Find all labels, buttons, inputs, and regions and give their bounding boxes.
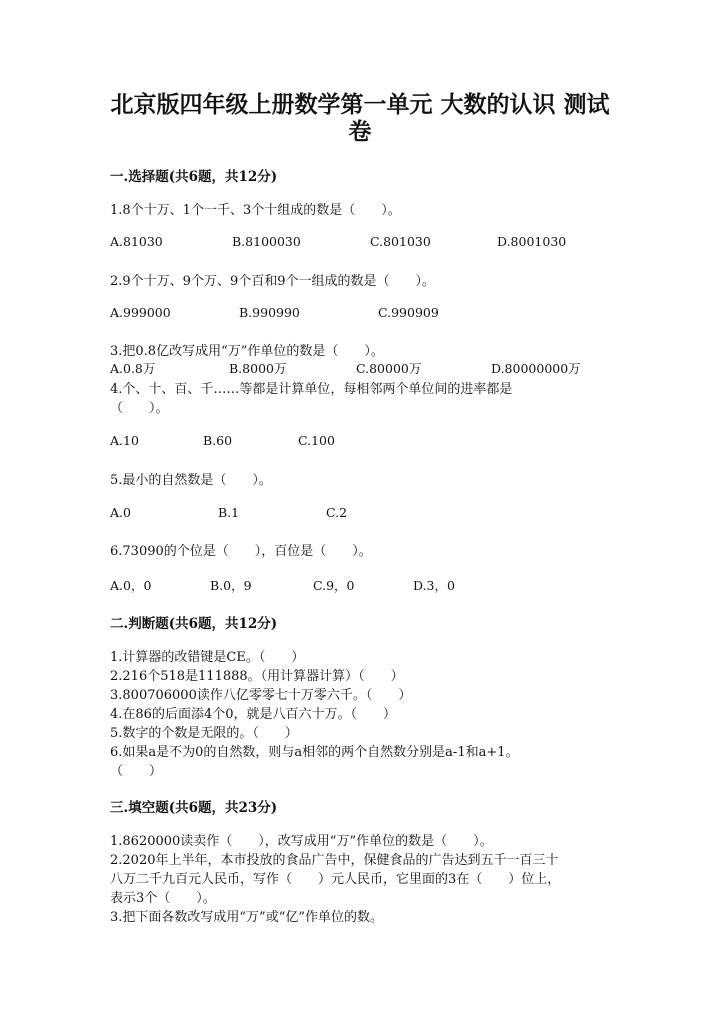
fill-line-3: 八万二千九百元人民币，写作（ ）元人民币，它里面的3在（ ）位上， — [110, 872, 561, 887]
question-1: 1.8个十万、1个一千、3个十组成的数是（ ）。 — [110, 203, 401, 218]
document-title: 北京版四年级上册数学第一单元 大数的认识 测试 — [110, 91, 610, 118]
question-3: 3.把0.8亿改写成用“万”作单位的数是（ ）。 — [110, 344, 384, 359]
q6-option-c: C.9，0 — [313, 578, 355, 593]
q5-option-a: A.0 — [110, 505, 131, 520]
q4-option-b: B.60 — [203, 433, 233, 448]
fill-line-5: 3.把下面各数改写成用“万”或“亿”作单位的数。 — [110, 910, 383, 925]
q1-option-c: C.801030 — [370, 234, 431, 249]
question-4: 4.个、十、百、千……等都是计算单位，每相邻两个单位间的进率都是 — [110, 382, 513, 397]
fill-line-1: 1.8620000读卖作（ ），改写成用“万”作单位的数是（ ）。 — [110, 834, 493, 849]
q2-option-a: A.999000 — [110, 305, 171, 320]
q3-option-a: A.0.8万 — [110, 361, 156, 376]
q2-option-c: C.990909 — [378, 305, 439, 320]
judgement-item-6-continued: （ ） — [110, 764, 163, 779]
judgement-item-4: 4.在86的后面添4个0，就是八百六十万。（ ） — [110, 707, 396, 722]
judgement-item-5: 5.数字的个数是无限的。（ ） — [110, 726, 298, 741]
q1-option-a: A.81030 — [110, 234, 163, 249]
q6-option-d: D.3，0 — [413, 578, 455, 593]
q5-option-c: C.2 — [326, 505, 348, 520]
q3-option-c: C.80000万 — [356, 361, 422, 376]
fill-line-2: 2.2020年上半年，本市投放的食品广告中，保健食品的广告达到五千一百三十 — [110, 853, 559, 868]
q2-option-b: B.990990 — [239, 305, 300, 320]
q4-option-a: A.10 — [110, 433, 139, 448]
q6-option-a: A.0，0 — [110, 578, 152, 593]
fill-line-4: 表示3个（ ）。 — [110, 891, 216, 906]
q1-option-b: B.8100030 — [232, 234, 301, 249]
section-heading-judgement: 二.判断题(共6题，共12分) — [110, 616, 278, 632]
q5-option-b: B.1 — [218, 505, 240, 520]
document-title-continued: 卷 — [348, 118, 372, 145]
question-5: 5.最小的自然数是（ ）。 — [110, 473, 272, 488]
section-heading-fill-blank: 三.填空题(共6题，共23分) — [110, 800, 278, 816]
q3-option-b: B.8000万 — [229, 361, 287, 376]
question-6: 6.73090的个位是（ ），百位是（ ）。 — [110, 544, 372, 559]
q6-option-b: B.0，9 — [210, 578, 252, 593]
judgement-item-3: 3.800706000读作八亿零零七十万零六千。（ ） — [110, 688, 412, 703]
judgement-item-2: 2.216个518是111888。（用计算器计算）（ ） — [110, 669, 404, 684]
question-4-continued: （ ）。 — [110, 401, 169, 416]
section-heading-choice: 一.选择题(共6题，共12分) — [110, 169, 278, 185]
judgement-item-1: 1.计算器的改错键是CE。（ ） — [110, 650, 305, 665]
question-2: 2.9个十万、9个万、9个百和9个一组成的数是（ ）。 — [110, 274, 435, 289]
judgement-item-6: 6.如果a是不为0的自然数，则与a相邻的两个自然数分别是a-1和a+1。 — [110, 745, 519, 760]
q3-option-d: D.80000000万 — [491, 361, 581, 376]
q4-option-c: C.100 — [298, 433, 335, 448]
q1-option-d: D.8001030 — [497, 234, 567, 249]
